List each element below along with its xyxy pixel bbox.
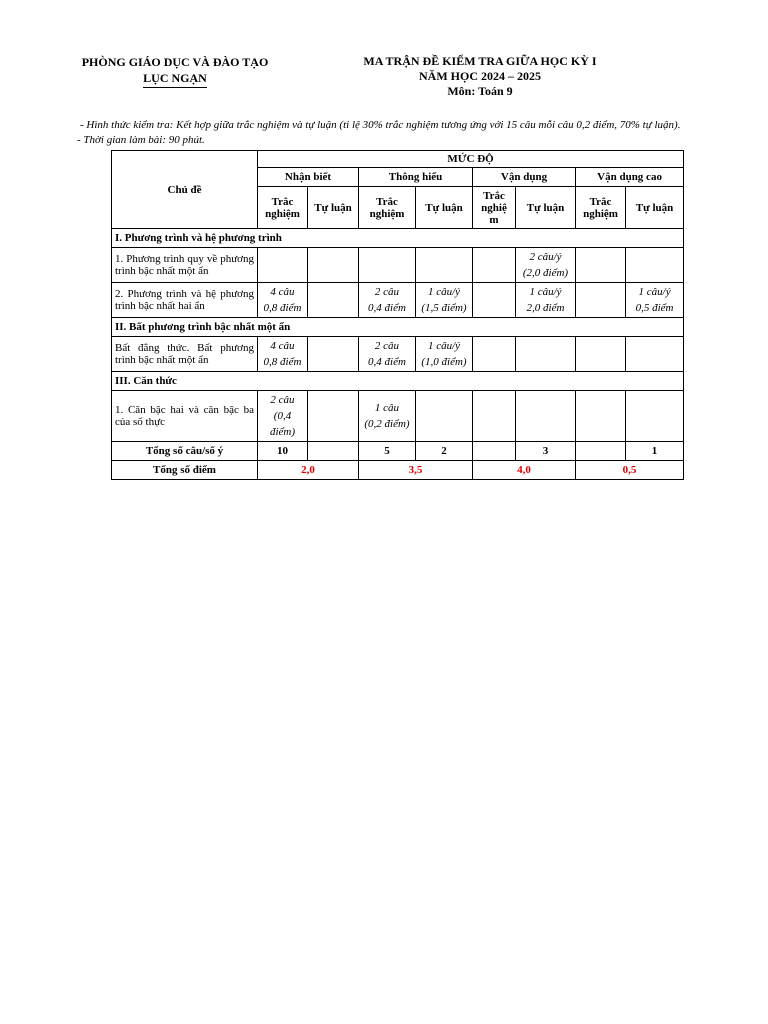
topic-name: 1. Phương trình quy về phương trình bậc nhất một ẩn	[112, 248, 258, 283]
matrix-cell	[359, 337, 416, 372]
matrix-cell	[576, 337, 626, 372]
cell-line: 2 câu	[270, 394, 295, 406]
exam-duration-note: - Thời gian làm bài: 90 phút.	[77, 134, 205, 146]
total-points-cell: 2,0	[258, 461, 359, 480]
exam-notes	[77, 118, 717, 148]
test-matrix-table	[111, 150, 684, 480]
total-items-cell: 10	[258, 442, 308, 461]
cell-line: 1 câu/ý	[427, 340, 461, 352]
subject-line: Môn: Toán 9	[447, 84, 513, 98]
cell-line: (2,0 điểm)	[522, 267, 569, 279]
matrix-cell	[473, 283, 516, 318]
matrix-cell	[359, 248, 416, 283]
multiple-choice-header: Trắc nghiệm	[576, 187, 626, 229]
department-name: PHÒNG GIÁO DỤC VÀ ĐÀO TẠO	[81, 55, 269, 69]
cell-line: điểm)	[269, 426, 296, 438]
matrix-cell	[516, 391, 576, 442]
topic-row	[112, 248, 684, 283]
section-row	[112, 372, 684, 391]
matrix-cell	[626, 391, 684, 442]
matrix-cell	[258, 283, 308, 318]
cell-line: (1,0 điểm)	[421, 356, 467, 368]
district-name: LỤC NGẠN	[143, 70, 207, 88]
cell-line: 0,4 điểm	[368, 302, 406, 314]
section-title: III. Căn thức	[112, 372, 684, 391]
matrix-cell	[576, 283, 626, 318]
multiple-choice-header: Trắc nghiệm	[258, 187, 308, 229]
matrix-cell	[416, 391, 473, 442]
total-items-cell	[308, 442, 359, 461]
matrix-cell	[516, 248, 576, 283]
level-high-application-header: Vận dụng cao	[576, 168, 684, 187]
total-items-cell: 1	[626, 442, 684, 461]
essay-header: Tự luận	[516, 187, 576, 229]
cell-line: 0,8 điểm	[263, 302, 302, 314]
school-year: NĂM HỌC 2024 – 2025	[419, 69, 541, 83]
matrix-cell	[258, 337, 308, 372]
level-application-header: Vận dụng	[473, 168, 576, 187]
topic-column-header: Chủ đề	[112, 151, 258, 229]
matrix-cell	[576, 248, 626, 283]
exam-format-note: - Hình thức kiểm tra: Kết hợp giữa trắc nghiệm và tự luận (tỉ lệ 30% trắc nghiệm tương ứng với 15 câu mỗi câu 0,2 điểm, 70% tự luận).	[80, 119, 681, 131]
level-recognition-header: Nhận biết	[258, 168, 359, 187]
level-header: MỨC ĐỘ	[258, 151, 684, 168]
section-title: I. Phương trình và hệ phương trình	[112, 229, 684, 248]
department-header	[80, 54, 270, 88]
cell-line: 2 câu	[374, 286, 400, 298]
cell-line: 0,8 điểm	[263, 356, 302, 368]
matrix-cell	[308, 283, 359, 318]
matrix-cell	[308, 337, 359, 372]
cell-line: (1,5 điểm)	[421, 302, 467, 314]
section-row	[112, 318, 684, 337]
matrix-cell	[626, 248, 684, 283]
matrix-cell	[308, 248, 359, 283]
document-title: MA TRẬN ĐỀ KIỂM TRA GIỮA HỌC KỲ I	[363, 54, 597, 68]
multiple-choice-header: Trắc nghiệm	[359, 187, 416, 229]
cell-line: 1 câu/ý	[427, 286, 461, 298]
cell-line: 2 câu/ý	[529, 251, 562, 263]
total-items-cell: 2	[416, 442, 473, 461]
matrix-cell	[416, 283, 473, 318]
matrix-cell	[359, 283, 416, 318]
topic-name: 2. Phương trình và hệ phương trình bậc nhất hai ẩn	[112, 283, 258, 318]
matrix-cell	[258, 391, 308, 442]
topic-name: 1. Căn bậc hai và căn bậc ba của số thực	[112, 391, 258, 442]
cell-line: 2 câu	[374, 340, 400, 352]
matrix-cell	[416, 248, 473, 283]
total-items-row	[112, 442, 684, 461]
matrix-cell	[473, 248, 516, 283]
matrix-cell	[516, 283, 576, 318]
cell-line: (0,4	[273, 410, 292, 422]
matrix-cell	[416, 337, 473, 372]
total-items-cell: 5	[359, 442, 416, 461]
total-items-cell: 3	[516, 442, 576, 461]
cell-line: 0,5 điểm	[635, 302, 674, 314]
matrix-cell	[626, 283, 684, 318]
cell-line: 2,0 điểm	[526, 302, 565, 314]
topic-row	[112, 283, 684, 318]
cell-line: 4 câu	[270, 286, 295, 298]
essay-header: Tự luận	[626, 187, 684, 229]
cell-line: 4 câu	[270, 340, 295, 352]
topic-row	[112, 337, 684, 372]
matrix-cell	[258, 248, 308, 283]
section-row	[112, 229, 684, 248]
topic-row	[112, 391, 684, 442]
matrix-cell	[359, 391, 416, 442]
essay-header: Tự luận	[416, 187, 473, 229]
total-points-cell: 4,0	[473, 461, 576, 480]
matrix-cell	[576, 391, 626, 442]
cell-line: 0,4 điểm	[368, 356, 406, 368]
cell-line: (0,2 điểm)	[364, 418, 410, 430]
matrix-cell	[626, 337, 684, 372]
matrix-cell	[473, 337, 516, 372]
essay-header: Tự luận	[308, 187, 359, 229]
matrix-cell	[308, 391, 359, 442]
level-understanding-header: Thông hiểu	[359, 168, 473, 187]
exam-header	[350, 54, 610, 99]
cell-line: 1 câu/ý	[638, 286, 671, 298]
matrix-cell	[473, 391, 516, 442]
topic-name: Bất đẳng thức. Bất phương trình bậc nhất một ẩn	[112, 337, 258, 372]
total-items-cell	[576, 442, 626, 461]
total-items-label: Tổng số câu/số ý	[112, 442, 258, 461]
section-title: II. Bất phương trình bậc nhất một ẩn	[112, 318, 684, 337]
total-points-label: Tổng số điểm	[112, 461, 258, 480]
total-items-cell	[473, 442, 516, 461]
total-points-row	[112, 461, 684, 480]
cell-line: 1 câu/ý	[529, 286, 562, 298]
cell-line: 1 câu	[374, 402, 400, 414]
total-points-cell: 0,5	[576, 461, 684, 480]
total-points-cell: 3,5	[359, 461, 473, 480]
matrix-cell	[516, 337, 576, 372]
multiple-choice-header: Trắc nghiệ m	[473, 187, 516, 229]
